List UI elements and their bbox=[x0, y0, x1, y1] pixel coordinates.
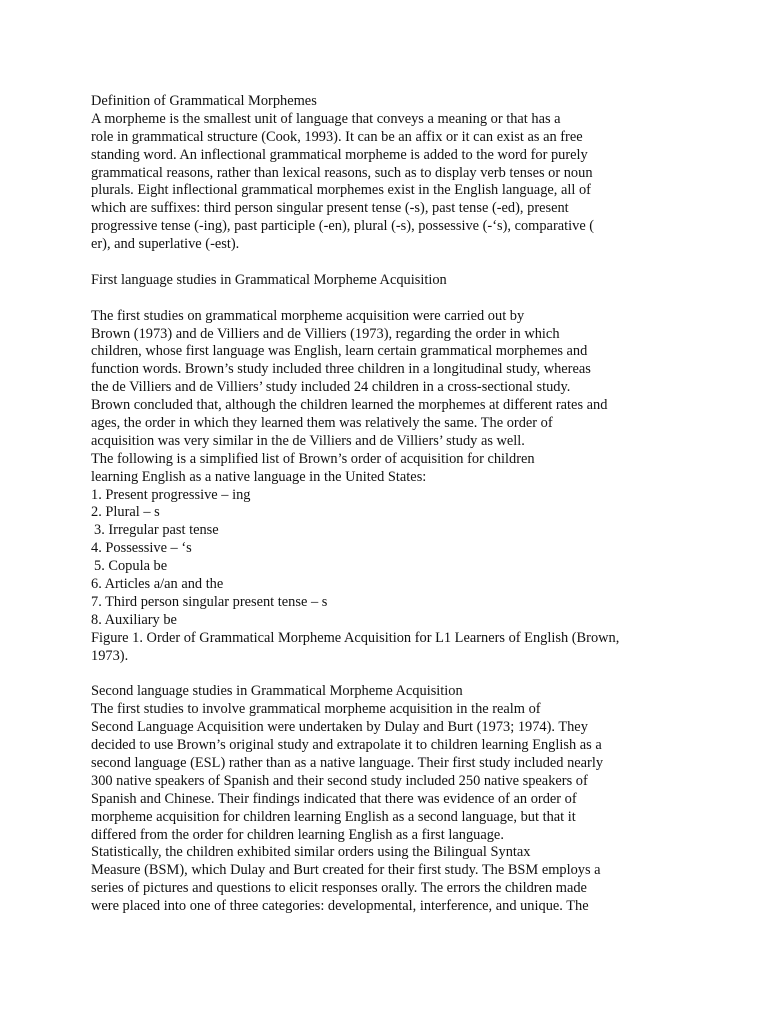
paragraph-line: plurals. Eight inflectional grammatical morphemes exist in the English language, all of bbox=[91, 182, 591, 199]
blank-line bbox=[91, 254, 731, 272]
paragraph-line: Second Language Acquisition were undertaken by Dulay and Burt (1973; 1974). They bbox=[91, 719, 588, 736]
figure-caption: 1973). bbox=[91, 647, 129, 664]
paragraph-line: A morpheme is the smallest unit of language that conveys a meaning or that has a bbox=[91, 110, 561, 127]
list-item: 2. Plural – s bbox=[91, 504, 160, 521]
paragraph-line: The first studies on grammatical morpheme acquisition were carried out by bbox=[91, 307, 525, 324]
paragraph-line: function words. Brown’s study included three children in a longitudinal study, whereas bbox=[91, 361, 591, 378]
paragraph-line: progressive tense (-ing), past participle (-en), plural (-s), possessive (-‘s), comparative ( bbox=[91, 218, 595, 235]
paragraph-line: were placed into one of three categories: developmental, interference, and unique. The bbox=[91, 898, 589, 915]
section-title-second-language: Second language studies in Grammatical Morpheme Acquisition bbox=[91, 683, 463, 700]
paragraph-line: 300 native speakers of Spanish and their second study included 250 native speakers of bbox=[91, 772, 588, 789]
list-item: 1. Present progressive – ing bbox=[91, 486, 251, 503]
paragraph-line: Measure (BSM), which Dulay and Burt created for their first study. The BSM employs a bbox=[91, 862, 601, 879]
list-item: 3. Irregular past tense bbox=[94, 522, 219, 539]
paragraph-line: children, whose first language was English, learn certain grammatical morphemes and bbox=[91, 343, 588, 360]
paragraph-line: The first studies to involve grammatical morpheme acquisition in the realm of bbox=[91, 701, 541, 718]
paragraph-line: differed from the order for children learning English as a first language. bbox=[91, 826, 504, 843]
paragraph-line: grammatical reasons, rather than lexical reasons, such as to display verb tenses or noun bbox=[91, 164, 593, 181]
paragraph-line: which are suffixes: third person singular present tense (-s), past tense (-ed), present bbox=[91, 200, 569, 217]
blank-line bbox=[91, 290, 731, 308]
paragraph-line: Statistically, the children exhibited similar orders using the Bilingual Syntax bbox=[91, 844, 531, 861]
section-title-first-language: First language studies in Grammatical Morpheme Acquisition bbox=[91, 271, 447, 288]
list-item: 8. Auxiliary be bbox=[91, 611, 177, 628]
list-item: 4. Possessive – ‘s bbox=[91, 540, 192, 557]
list-item: 5. Copula be bbox=[94, 558, 168, 575]
blank-line bbox=[91, 666, 731, 684]
paragraph-line: series of pictures and questions to elicit responses orally. The errors the children made bbox=[91, 880, 587, 897]
document-page bbox=[91, 93, 731, 916]
paragraph-line: learning English as a native language in the United States: bbox=[91, 468, 427, 485]
paragraph-line: decided to use Brown’s original study and extrapolate it to children learning English as a bbox=[91, 737, 602, 754]
paragraph-line: er), and superlative (-est). bbox=[91, 236, 240, 253]
paragraph-line: the de Villiers and de Villiers’ study included 24 children in a cross-sectional study. bbox=[91, 379, 571, 396]
paragraph-line: acquisition was very similar in the de Villiers and de Villiers’ study as well. bbox=[91, 432, 525, 449]
paragraph-line: ages, the order in which they learned them was relatively the same. The order of bbox=[91, 415, 553, 432]
paragraph-line: Spanish and Chinese. Their findings indicated that there was evidence of an order of bbox=[91, 790, 577, 807]
paragraph-line: The following is a simplified list of Brown’s order of acquisition for children bbox=[91, 450, 535, 467]
paragraph-line: Brown concluded that, although the children learned the morphemes at different rates and bbox=[91, 397, 608, 414]
paragraph-line: second language (ESL) rather than as a native language. Their first study included nearly bbox=[91, 754, 604, 771]
paragraph-line: standing word. An inflectional grammatical morpheme is added to the word for purely bbox=[91, 146, 588, 163]
paragraph-line: morpheme acquisition for children learning English as a second language, but that it bbox=[91, 808, 576, 825]
paragraph-line: role in grammatical structure (Cook, 1993). It can be an affix or it can exist as an free bbox=[91, 128, 583, 145]
paragraph-line: Brown (1973) and de Villiers and de Villiers (1973), regarding the order in which bbox=[91, 325, 560, 342]
list-item: 7. Third person singular present tense – s bbox=[91, 593, 328, 610]
list-item: 6. Articles a/an and the bbox=[91, 576, 224, 593]
figure-caption: Figure 1. Order of Grammatical Morpheme Acquisition for L1 Learners of English (Brown, bbox=[91, 629, 620, 646]
section-title-definition: Definition of Grammatical Morphemes bbox=[91, 93, 317, 109]
